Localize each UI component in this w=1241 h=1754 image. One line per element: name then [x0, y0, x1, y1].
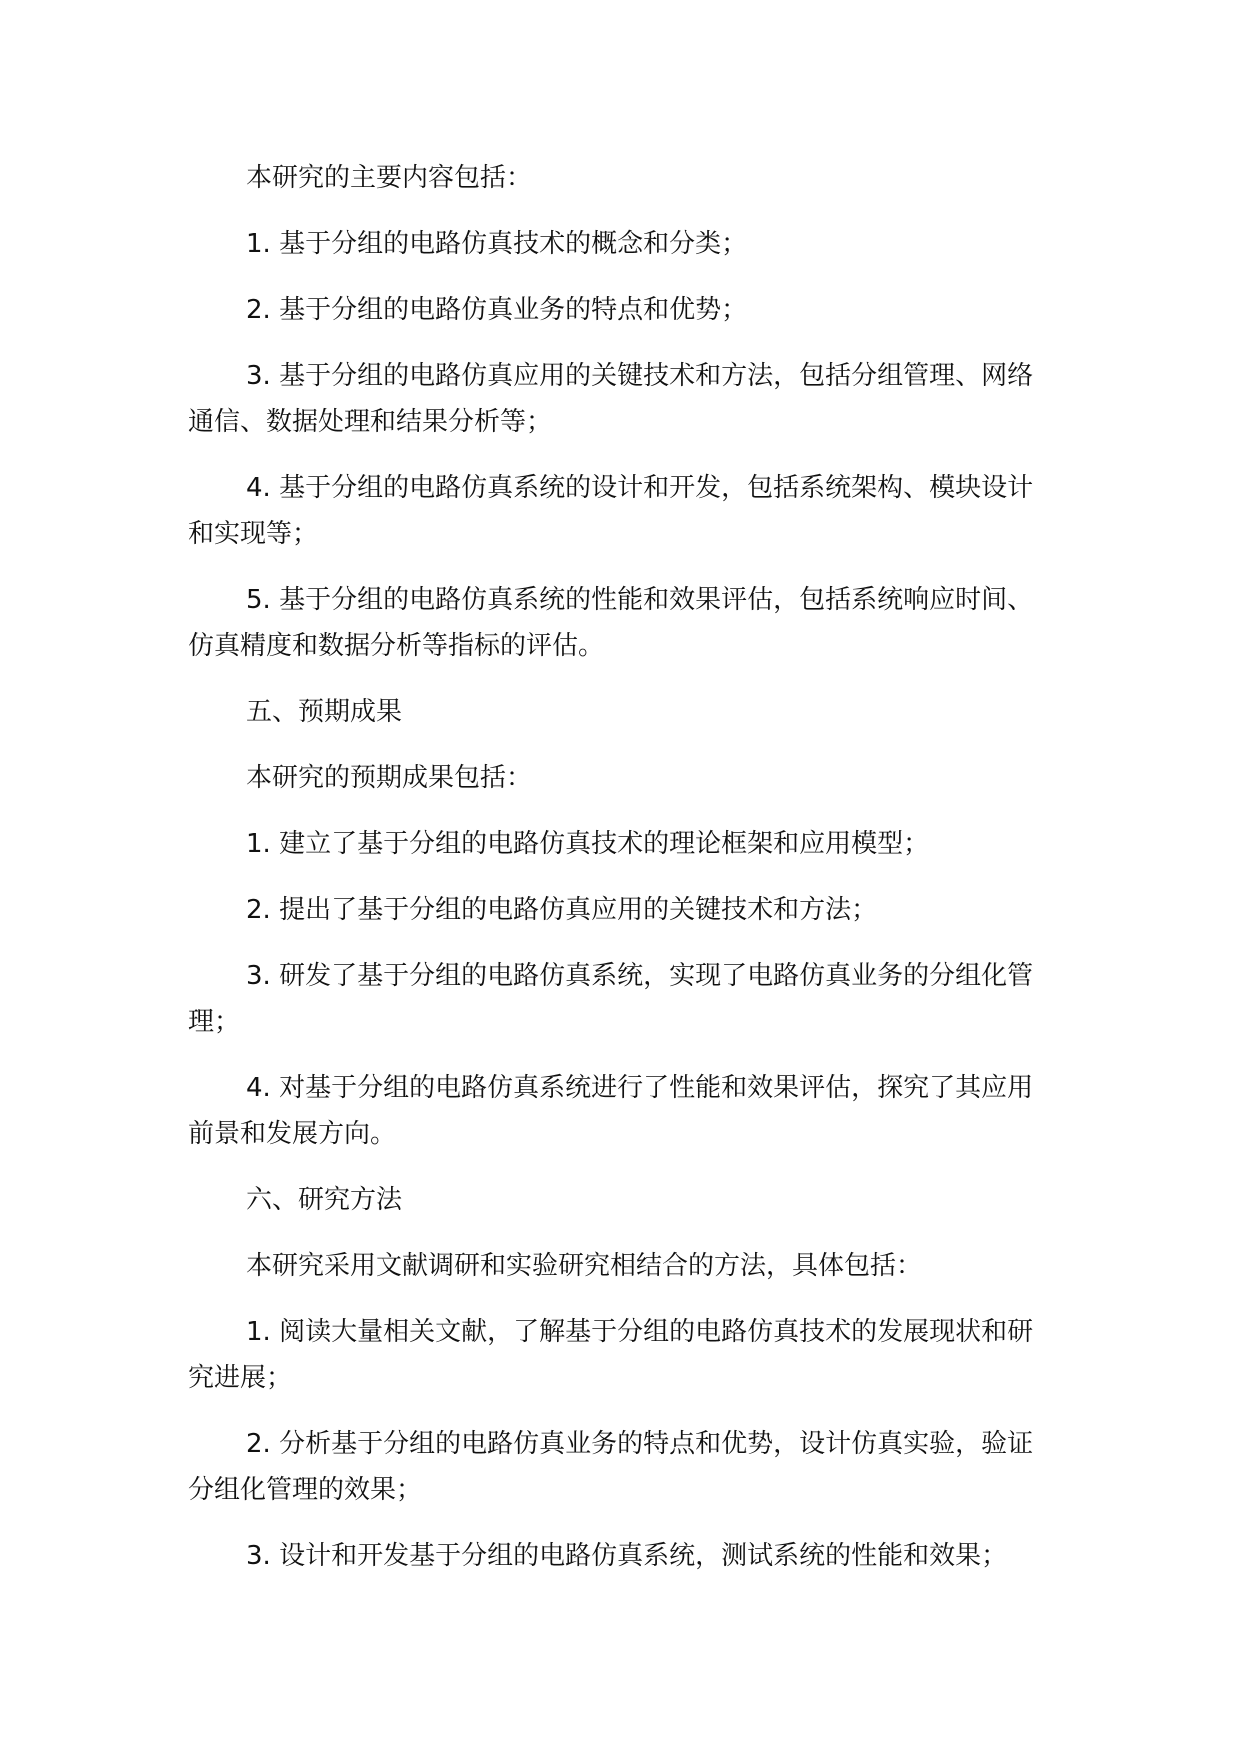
- paragraph-content-item-5: 5. 基于分组的电路仿真系统的性能和效果评估，包括系统响应时间、仿真精度和数据分析等指标的评估。: [188, 585, 1034, 661]
- document-body: [188, 155, 1058, 1599]
- paragraph-results-item-1: 1. 建立了基于分组的电路仿真技术的理论框架和应用模型；: [246, 829, 930, 859]
- section-heading-expected-results: 五、预期成果: [246, 697, 403, 727]
- paragraph-methods-item-1: 1. 阅读大量相关文献，了解基于分组的电路仿真技术的发展现状和研究进展；: [188, 1317, 1034, 1393]
- paragraph-main-content-intro: 本研究的主要内容包括：: [246, 163, 533, 193]
- paragraph-content-item-3: 3. 基于分组的电路仿真应用的关键技术和方法，包括分组管理、网络通信、数据处理和结果分析等；: [188, 361, 1034, 437]
- paragraph-results-item-3: 3. 研发了基于分组的电路仿真系统，实现了电路仿真业务的分组化管理；: [188, 961, 1034, 1037]
- paragraph-content-item-4: 4. 基于分组的电路仿真系统的设计和开发，包括系统架构、模块设计和实现等；: [188, 473, 1034, 549]
- paragraph-methods-intro: 本研究采用文献调研和实验研究相结合的方法，具体包括：: [246, 1251, 923, 1281]
- section-heading-research-methods: 六、研究方法: [246, 1185, 403, 1215]
- paragraph-results-item-2: 2. 提出了基于分组的电路仿真应用的关键技术和方法；: [246, 895, 878, 925]
- paragraph-methods-item-3: 3. 设计和开发基于分组的电路仿真系统，测试系统的性能和效果；: [246, 1541, 1008, 1571]
- paragraph-content-item-2: 2. 基于分组的电路仿真业务的特点和优势；: [246, 295, 748, 325]
- paragraph-results-item-4: 4. 对基于分组的电路仿真系统进行了性能和效果评估，探究了其应用前景和发展方向。: [188, 1073, 1034, 1149]
- paragraph-methods-item-2: 2. 分析基于分组的电路仿真业务的特点和优势，设计仿真实验，验证分组化管理的效果；: [188, 1429, 1034, 1505]
- paragraph-content-item-1: 1. 基于分组的电路仿真技术的概念和分类；: [246, 229, 748, 259]
- paragraph-expected-results-intro: 本研究的预期成果包括：: [246, 763, 533, 793]
